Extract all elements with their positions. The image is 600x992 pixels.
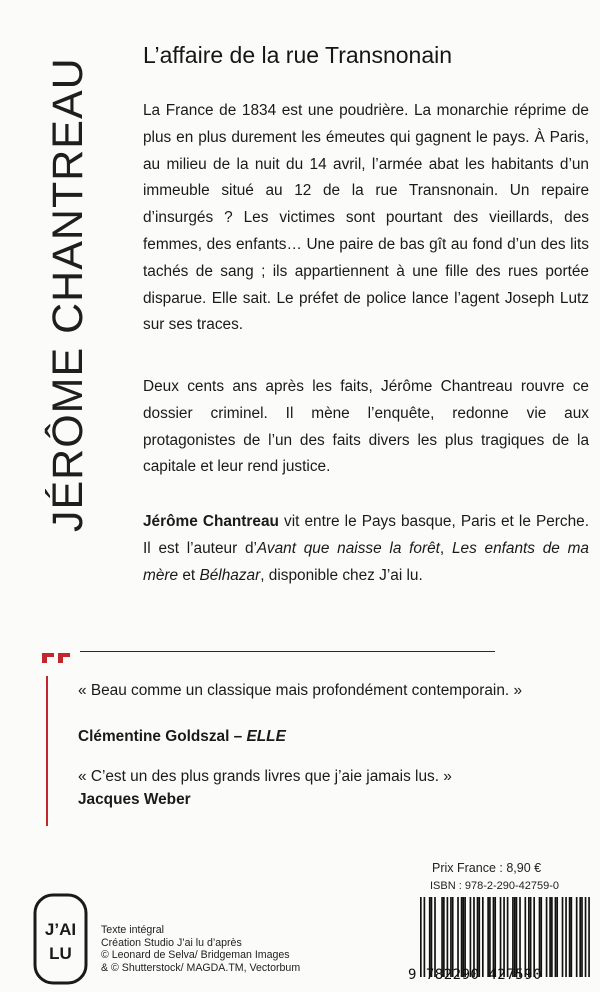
synopsis-paragraph-1: La France de 1834 est une poudrière. La monarchie réprime de plus en plus durement les émeutes qui gagnent le pays. À Paris, au milieu de la nuit du 14 avril, l’armée abat les habitants d’un immeuble situé au 12 de la rue Transnonain. Un repaire d’insurgés ? Les victimes sont pourtant des vieillards, des femmes, des enfants… Une paire de bas gît au fond d’un des lits tachés de sang ; ils appartiennent à une fille des rues portée disparue. Elle sait. Le préfet de police lance l’agent Joseph Lutz sur ses traces.	[143, 102, 589, 334]
spine-author-name: JÉRÔME CHANTREAU	[44, 57, 92, 532]
press-quote-author: Jacques Weber	[78, 791, 191, 808]
barcode-bar	[579, 897, 581, 977]
barcode-bar	[524, 897, 526, 977]
press-quote-author	[78, 725, 538, 748]
barcode-bar	[461, 897, 463, 977]
barcode-bar	[477, 897, 479, 977]
barcode-bar	[569, 897, 571, 977]
barcode-bar	[464, 897, 466, 977]
barcode-bar	[434, 897, 436, 977]
barcode-bar	[463, 897, 465, 977]
barcode-bar	[512, 897, 514, 977]
bio-book-title: Bélhazar	[199, 566, 261, 584]
publisher-logo-line-1: J’AI	[44, 920, 77, 939]
barcode-bar	[555, 897, 557, 977]
barcode-bar	[516, 897, 518, 977]
barcode-digits: 9 782290 427590	[408, 967, 542, 983]
barcode-bar	[533, 897, 535, 977]
quote-author-name: Clémentine Goldszal –	[78, 728, 247, 745]
barcode-bar	[528, 897, 530, 977]
credit-line: & © Shutterstock/ MAGDA.TM, Vectorbum	[101, 962, 301, 975]
barcode-bar	[482, 897, 484, 977]
price-label: Prix France : 8,90 €	[432, 861, 542, 875]
barcode-bar	[576, 897, 578, 977]
barcode-bar	[551, 897, 553, 977]
isbn-label: ISBN : 978-2-290-42759-0	[430, 880, 560, 892]
barcode-bar	[500, 897, 502, 977]
barcode-bar	[565, 897, 567, 977]
barcode-bar	[494, 897, 496, 977]
barcode-bar	[549, 897, 551, 977]
barcode-bar	[540, 897, 542, 977]
barcode-bar	[441, 897, 443, 977]
bio-author-name: Jérôme Chantreau	[143, 513, 279, 530]
barcode-bar	[493, 897, 495, 977]
barcode-bar	[507, 897, 509, 977]
bio-book-title: Les enfants de ma mère	[143, 539, 589, 584]
barcode-bar	[530, 897, 532, 977]
quote-source: ELLE	[246, 728, 286, 745]
barcode-bar	[431, 897, 433, 977]
barcode-bar	[470, 897, 472, 977]
barcode-bar	[420, 897, 422, 977]
barcode-bar	[581, 897, 583, 977]
barcode-bar	[588, 897, 590, 977]
barcode-bar	[447, 897, 449, 977]
barcode-bar	[457, 897, 459, 977]
barcode-bar	[503, 897, 505, 977]
barcode-bar	[571, 897, 573, 977]
barcode-bar	[473, 897, 475, 977]
credit-line: Texte intégral	[101, 924, 165, 936]
quotes-divider	[80, 651, 495, 652]
synopsis-paragraph-2: Deux cents ans après les faits, Jérôme Chantreau rouvre ce dossier criminel. Il mène l’enquête, redonne vie aux protagonistes de l’un des faits divers les plus tragiques de la capitale et leur rend justice.	[143, 378, 589, 476]
credits	[101, 924, 300, 975]
barcode-bar	[443, 897, 445, 977]
quote-mark-icon	[40, 651, 72, 673]
quotes-accent-line	[46, 676, 48, 826]
bio-text: vit entre le Pays basque, Paris et le Perche. Il est l’auteur d’	[143, 513, 589, 557]
bio-book-title: Avant que naisse la forêt	[256, 539, 440, 557]
barcode-bar	[478, 897, 480, 977]
publisher-logo-line-2: LU	[49, 944, 72, 963]
author-bio	[143, 509, 589, 589]
barcode-bar	[424, 897, 426, 977]
press-quote: « Beau comme un classique mais profondément contemporain. »	[78, 682, 523, 699]
barcode-bar	[519, 897, 521, 977]
credit-line: Création Studio J’ai lu d’après	[101, 936, 242, 949]
barcode-bar	[546, 897, 548, 977]
bio-separator: et	[178, 566, 200, 584]
barcode-bar	[539, 897, 541, 977]
barcode-bar	[556, 897, 558, 977]
book-title: L’affaire de la rue Transnonain	[143, 42, 453, 68]
barcode-bar	[487, 897, 489, 977]
bio-separator: ,	[439, 539, 452, 557]
publisher-logo	[33, 893, 88, 985]
barcode-bar	[450, 897, 452, 977]
barcode-bar	[429, 897, 431, 977]
barcode-bar	[452, 897, 454, 977]
barcode-bar	[562, 897, 564, 977]
barcode-bar	[489, 897, 491, 977]
barcode-bar	[514, 897, 516, 977]
bio-text: , disponible chez J’ai lu.	[260, 566, 423, 584]
barcode-bar	[585, 897, 587, 977]
credit-line: © Leonard de Selva/ Bridgeman Images	[101, 949, 290, 962]
press-quote: « C’est un des plus grands livres que j’aie jamais lus. »	[78, 768, 452, 785]
barcode-icon	[420, 897, 590, 977]
